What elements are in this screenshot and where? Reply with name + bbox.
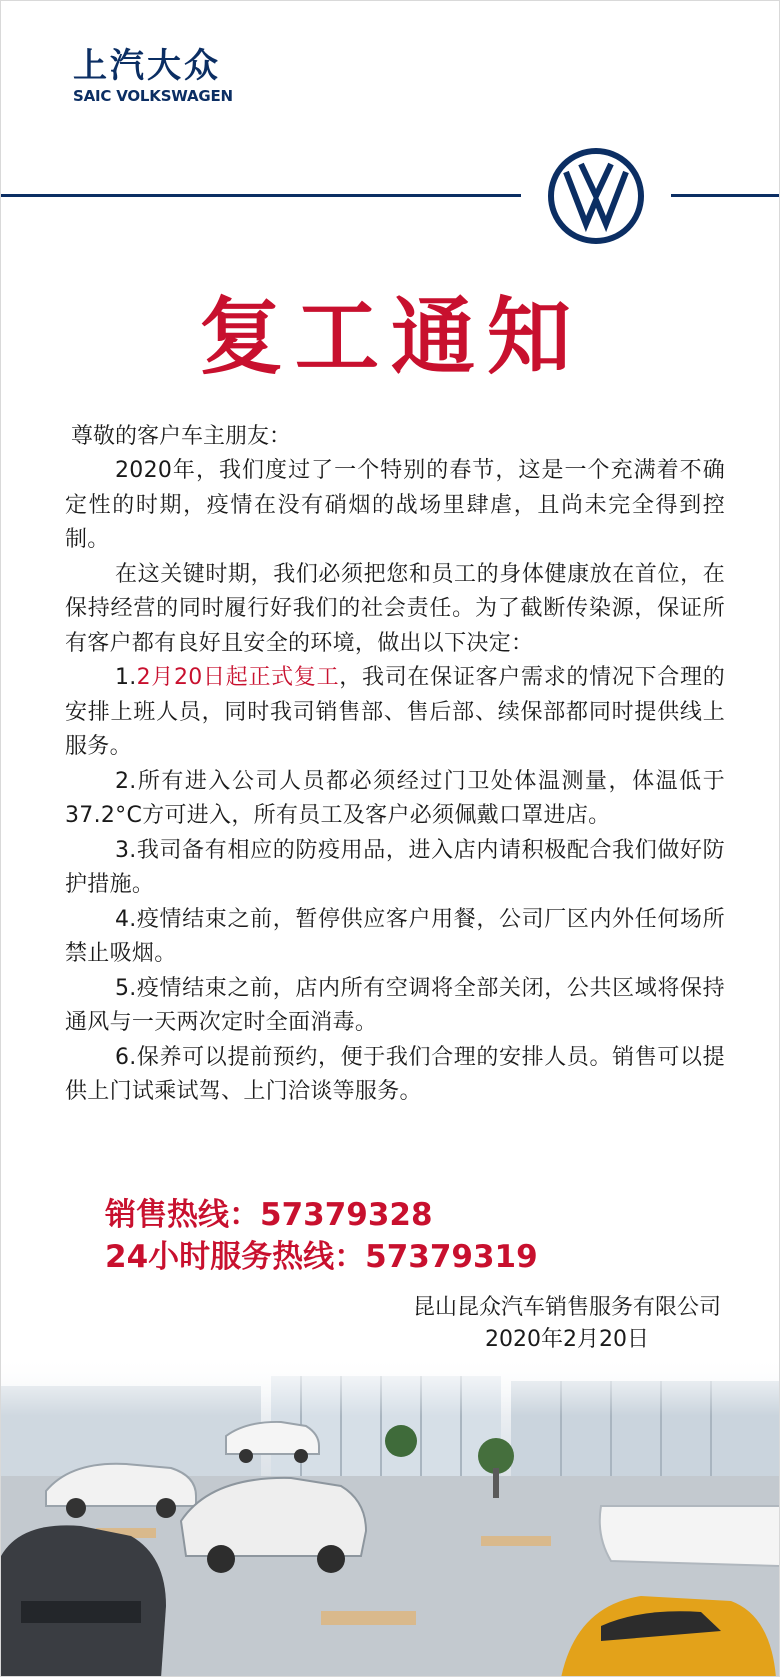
paragraph-decision: 在这关键时期，我们必须把您和员工的身体健康放在首位，在保持经营的同时履行好我们的社会责任。为了截断传染源，保证所有客户都有良好且安全的环境，做出以下决定： — [65, 561, 725, 656]
header-divider-right — [671, 194, 780, 197]
item-3: 3.我司备有相应的防疫用品，进入店内请积极配合我们做好防护措施。 — [65, 837, 725, 897]
item-1 — [65, 661, 725, 765]
brand-logo — [73, 47, 233, 105]
page-title: 复工通知 — [198, 288, 583, 386]
sales-hotline: 销售热线：57379328 — [105, 1197, 433, 1233]
showroom-photo — [1, 1356, 780, 1677]
header-divider-left — [1, 194, 521, 197]
item-1-text: ，我司在保证客户需求的情况下合理的安排上班人员，同时我司销售部、售后部、续保部都同时提供线上服务。 — [65, 665, 725, 759]
greeting: 尊敬的客户车主朋友： — [71, 424, 292, 449]
item-1-highlight: 2月20日起正式复工 — [136, 665, 340, 690]
service-hotline: 24小时服务热线：57379319 — [105, 1239, 538, 1275]
item-1-number: 1. — [115, 665, 137, 690]
hotlines — [105, 1194, 538, 1278]
notice-date: 2020年2月20日 — [485, 1327, 649, 1352]
brand-name-en: SAIC VOLKSWAGEN — [73, 87, 233, 105]
notice-body — [65, 454, 725, 1110]
paragraph-intro: 2020年，我们度过了一个特别的春节，这是一个充满着不确定性的时期，疫情在没有硝烟的战场里肆虐，且尚未完全得到控制。 — [65, 458, 725, 552]
company-name: 昆山昆众汽车销售服务有限公司 — [412, 1295, 721, 1320]
item-4: 4.疫情结束之前，暂停供应客户用餐，公司厂区内外任何场所禁止吸烟。 — [65, 906, 725, 966]
volkswagen-logo-icon — [546, 146, 646, 246]
item-2: 2.所有进入公司人员都必须经过门卫处体温测量，体温低于37.2°C方可进入，所有员工及客户必须佩戴口罩进店。 — [65, 768, 725, 828]
item-6: 6.保养可以提前预约，便于我们合理的安排人员。销售可以提供上门试乘试驾、上门洽谈等服务。 — [65, 1044, 725, 1104]
item-5: 5.疫情结束之前，店内所有空调将全部关闭，公共区域将保持通风与一天两次定时全面消毒。 — [65, 975, 725, 1035]
signature — [413, 1292, 721, 1356]
brand-name-cn: 上汽大众 — [73, 46, 221, 86]
